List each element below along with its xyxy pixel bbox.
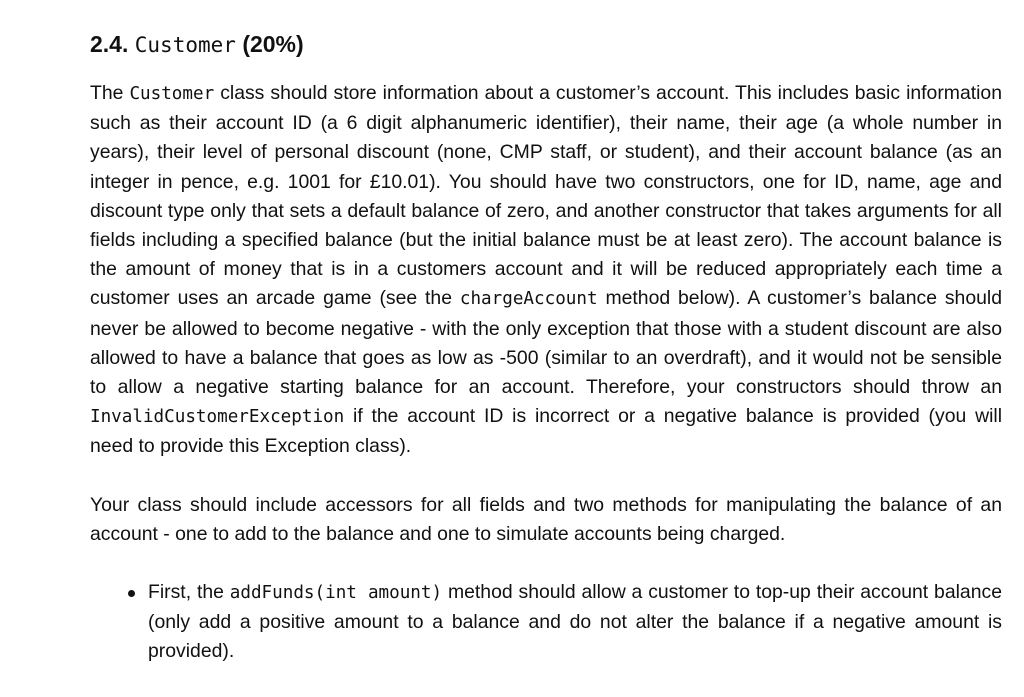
section-number: 2.4. <box>90 31 129 57</box>
section-weight: (20%) <box>242 31 304 57</box>
para1-text-1: The <box>90 82 130 104</box>
customer-description-paragraph <box>90 79 1002 462</box>
section-heading <box>90 26 1002 63</box>
para1-code-invalid-customer-exception: InvalidCustomerException <box>90 407 345 428</box>
bullet-icon <box>128 590 135 597</box>
section-class-name: Customer <box>134 33 236 57</box>
para1-text-4: if the account ID is incorrect or a negative balance is provided (you will need to provide this Exception class). <box>90 405 1002 458</box>
list-item <box>90 578 1002 667</box>
document-page <box>90 26 1002 667</box>
accessors-paragraph: Your class should include accessors for all fields and two methods for manipulating the balance of an account - one to add to the balance and one to simulate accounts being charged. <box>90 493 1002 545</box>
para1-text-2: class should store information about a customer’s account. This includes basic information such as their account ID (a 6 digit alphanumeric identifier), their name, their age (a whole number in years), their level of personal discount (none, CMP staff, or student), and their account balance (as an integer in pence, e.g. 1001 for £10.01). You should have two constructors, one for ID, name, age and discount type only that sets a default balance of zero, and another constructor that takes arguments for all fields including a specified balance (but the initial balance must be at least zero). The account balance is the amount of money that is in a customers account and it will be reduced appropriately each time a customer uses an arcade game (see the <box>90 82 1002 310</box>
para1-code-customer: Customer <box>129 84 215 104</box>
bullet-text-2: method should allow a customer to top-up their account balance (only add a positive amount to a balance and do not alter the balance if a negative amount is provided). <box>148 581 1002 663</box>
methods-list <box>90 578 1002 667</box>
para1-code-charge-account: chargeAccount <box>459 289 598 310</box>
bullet-text-1: First, the <box>148 581 230 604</box>
bullet-code-add-funds: addFunds(int amount) <box>229 583 443 604</box>
para1-text-3: method below). A customer’s balance should never be allowed to become negative - with the only exception that those with a student discount are also allowed to have a balance that goes as low as -500 (similar to an overdraft), and it would not be sensible to allow a negative starting balance for an account. Therefore, your constructors should throw an <box>90 287 1002 399</box>
